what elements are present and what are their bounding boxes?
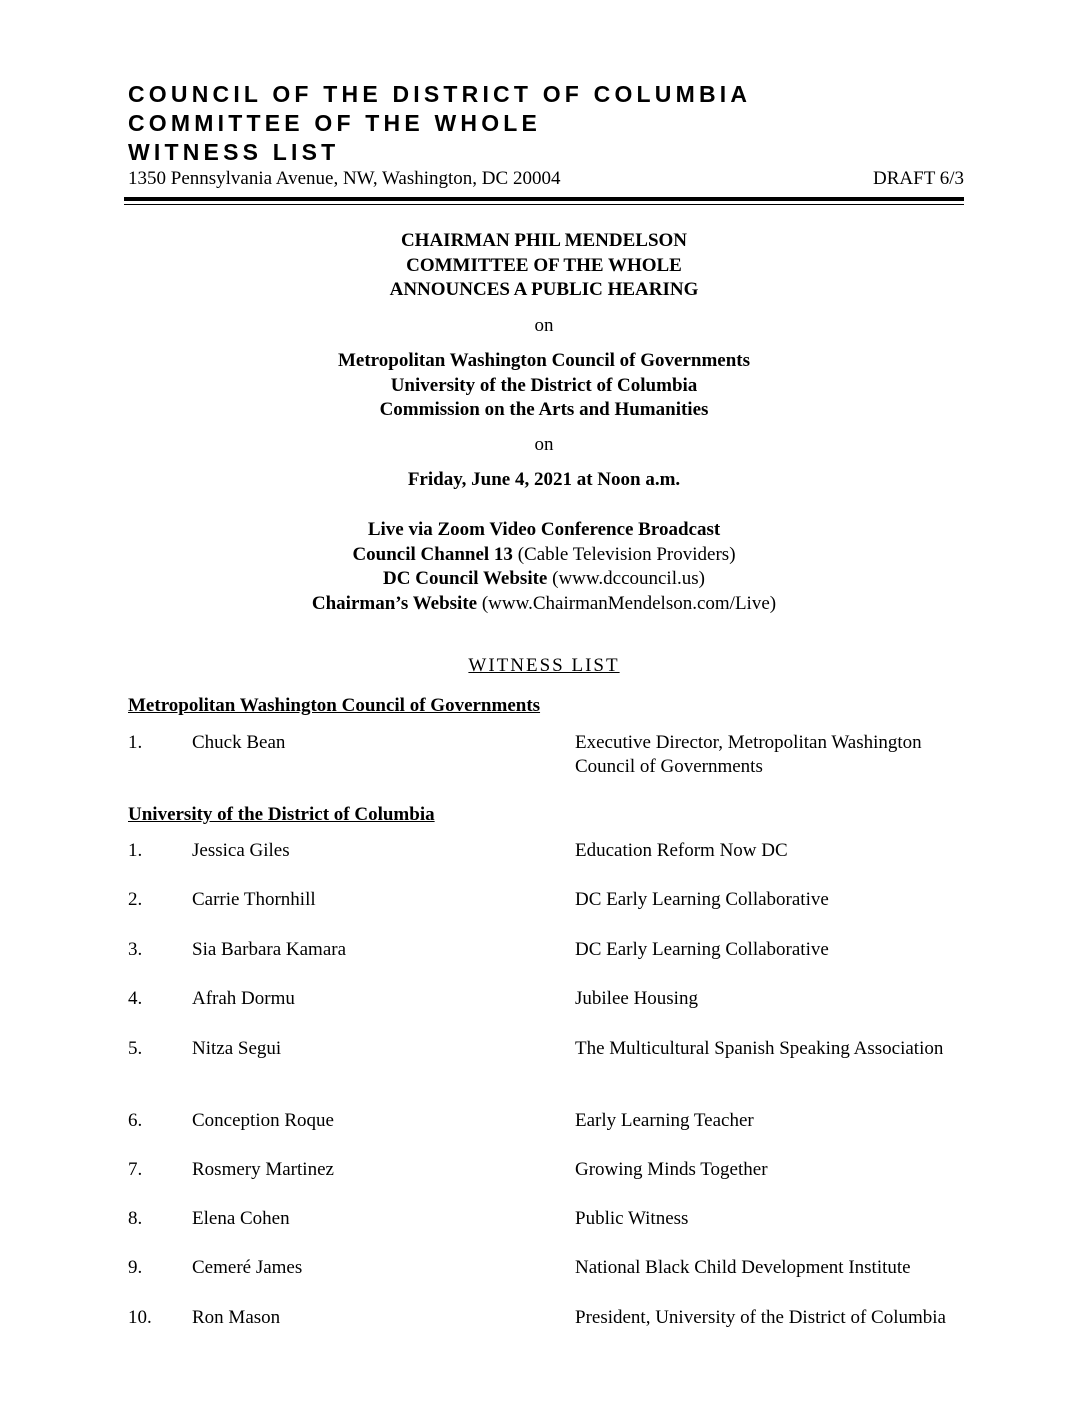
witness-organization: Public Witness xyxy=(575,1208,689,1229)
witness-name: Afrah Dormu xyxy=(192,988,295,1009)
letterhead-address: 1350 Pennsylvania Avenue, NW, Washington, DC 20004 xyxy=(128,168,561,189)
witness-name: Chuck Bean xyxy=(192,732,286,753)
on-text-2: on xyxy=(534,434,554,455)
witness-number: 7. xyxy=(128,1159,143,1180)
witness-number: 2. xyxy=(128,889,143,910)
witness-organization: DC Early Learning Collaborative xyxy=(575,889,829,910)
witness-organization: National Black Child Development Institute xyxy=(575,1257,911,1278)
witness-number: 10. xyxy=(128,1307,152,1328)
subject-item: Commission on the Arts and Humanities xyxy=(379,399,709,420)
witness-name: Elena Cohen xyxy=(192,1208,290,1229)
witness-number: 1. xyxy=(128,732,143,753)
hearing-date: Friday, June 4, 2021 at Noon a.m. xyxy=(407,469,681,490)
witness-organization: Growing Minds Together xyxy=(575,1159,768,1180)
chairman-name: CHAIRMAN PHIL MENDELSON xyxy=(400,230,688,251)
broadcast-live: Live via Zoom Video Conference Broadcast xyxy=(367,519,721,540)
draft-label: DRAFT 6/3 xyxy=(873,168,964,189)
witness-name: Conception Roque xyxy=(192,1110,334,1131)
subject-item: University of the District of Columbia xyxy=(390,374,698,396)
witness-number: 6. xyxy=(128,1110,143,1131)
witness-name: Nitza Segui xyxy=(192,1038,282,1059)
witness-organization: Executive Director, Metropolitan Washington Council of Governments xyxy=(575,732,922,777)
witness-number: 5. xyxy=(128,1038,143,1059)
witness-name: Rosmery Martinez xyxy=(192,1159,334,1180)
witness-name: Sia Barbara Kamara xyxy=(192,939,347,960)
witness-organization: President, University of the District of Columbia xyxy=(575,1307,946,1328)
witness-organization: Early Learning Teacher xyxy=(575,1110,754,1131)
committee-name: COMMITTEE OF THE WHOLE xyxy=(406,254,682,276)
announcement-header xyxy=(0,229,1088,303)
witness-number: 8. xyxy=(128,1208,143,1229)
hearing-subjects xyxy=(0,349,1088,423)
witness-number: 9. xyxy=(128,1257,143,1278)
section-title: Metropolitan Washington Council of Governments xyxy=(128,695,541,716)
witness-name: Carrie Thornhill xyxy=(192,889,316,910)
witness-organization: The Multicultural Spanish Speaking Association xyxy=(575,1038,944,1059)
announces-hearing: ANNOUNCES A PUBLIC HEARING xyxy=(389,279,699,300)
witness-organization: Jubilee Housing xyxy=(575,988,698,1009)
witness-number: 4. xyxy=(128,988,143,1009)
section-title: University of the District of Columbia xyxy=(128,804,435,825)
letterhead-council: COUNCIL OF THE DISTRICT OF COLUMBIA xyxy=(128,81,752,107)
letterhead-committee: COMMITTEE OF THE WHOLE xyxy=(128,110,542,136)
on-text-1: on xyxy=(534,315,554,336)
broadcast-channel: Council Channel 13 (Cable Television Providers) xyxy=(352,543,736,565)
letterhead-witness-list: WITNESS LIST xyxy=(128,139,340,165)
witness-list-heading: WITNESS LIST xyxy=(468,655,620,676)
letterhead xyxy=(128,80,964,190)
witness-name: Cemeré James xyxy=(192,1257,303,1278)
witness-organization: Education Reform Now DC xyxy=(575,840,788,861)
subject-item: Metropolitan Washington Council of Governments xyxy=(337,350,751,371)
letterhead-rule-thick xyxy=(124,197,964,201)
witness-number: 1. xyxy=(128,840,143,861)
letterhead-rule-thin xyxy=(124,204,964,205)
witness-number: 3. xyxy=(128,939,143,960)
witness-name: Jessica Giles xyxy=(192,840,290,861)
broadcast-council-website: DC Council Website (www.dccouncil.us) xyxy=(383,568,705,589)
broadcast-info xyxy=(0,518,1088,616)
broadcast-chairman-website: Chairman’s Website (www.ChairmanMendelson.com/Live) xyxy=(311,592,777,614)
witness-organization: DC Early Learning Collaborative xyxy=(575,939,829,960)
letterhead-address-row xyxy=(128,168,964,190)
witness-name: Ron Mason xyxy=(192,1307,281,1328)
